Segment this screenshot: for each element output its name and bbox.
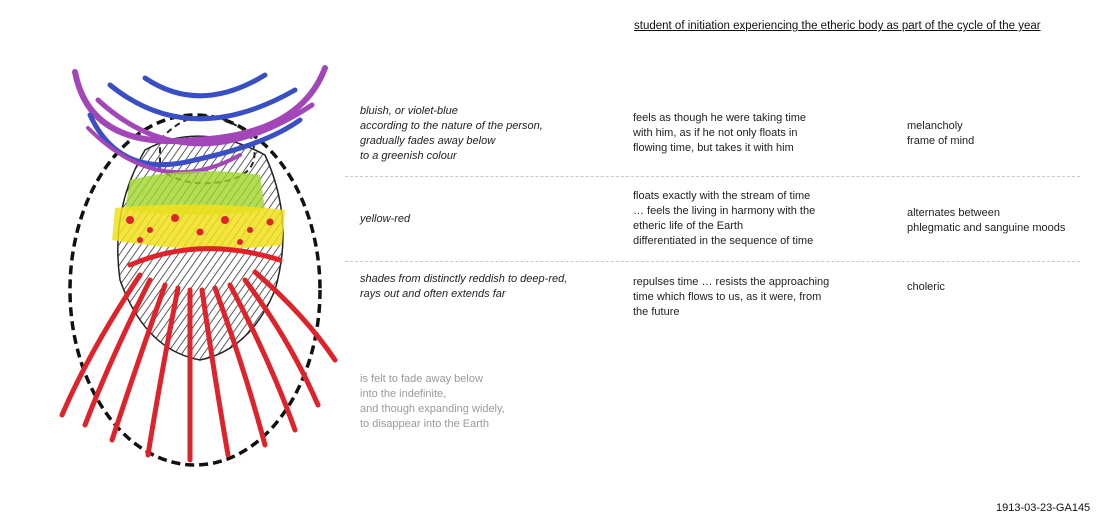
mood-row-3: choleric [907,281,945,293]
lower-note: is felt to fade away below into the indefinite, and though expanding widely, to disappear into the Earth [360,373,505,430]
mood-row-2: alternates between phlegmatic and sanguine moods [907,207,1066,234]
blue-arc-1 [145,75,265,96]
lecture-reference: 1913-03-23-GA145 [996,502,1091,514]
color-description-row-1: bluish, or violet-blue according to the nature of the person, gradually fades away below to a greenish colour [360,105,543,162]
color-description-row-2: yellow-red [360,213,411,225]
diagram-title: student of initiation experiencing the etheric body as part of the cycle of the year [634,20,1041,32]
experience-row-2: floats exactly with the stream of time … feels the living in harmony with the etheric life of the Earth differentiated in the sequence of time [633,190,816,247]
experience-row-1: feels as though he were taking time with him, as if he not only floats in flowing time, but takes it with him [633,112,807,154]
yellow-band [112,204,285,249]
experience-row-3: repulses time … resists the approaching time which flows to us, as it were, from the future [633,276,830,318]
row-divider-2 [345,261,1080,262]
color-description-row-3: shades from distinctly reddish to deep-red, rays out and often extends far [360,273,568,300]
mood-row-1: melancholy frame of mind [907,120,975,147]
etheric-body-sketch [50,60,350,470]
row-divider-1 [345,176,1080,177]
